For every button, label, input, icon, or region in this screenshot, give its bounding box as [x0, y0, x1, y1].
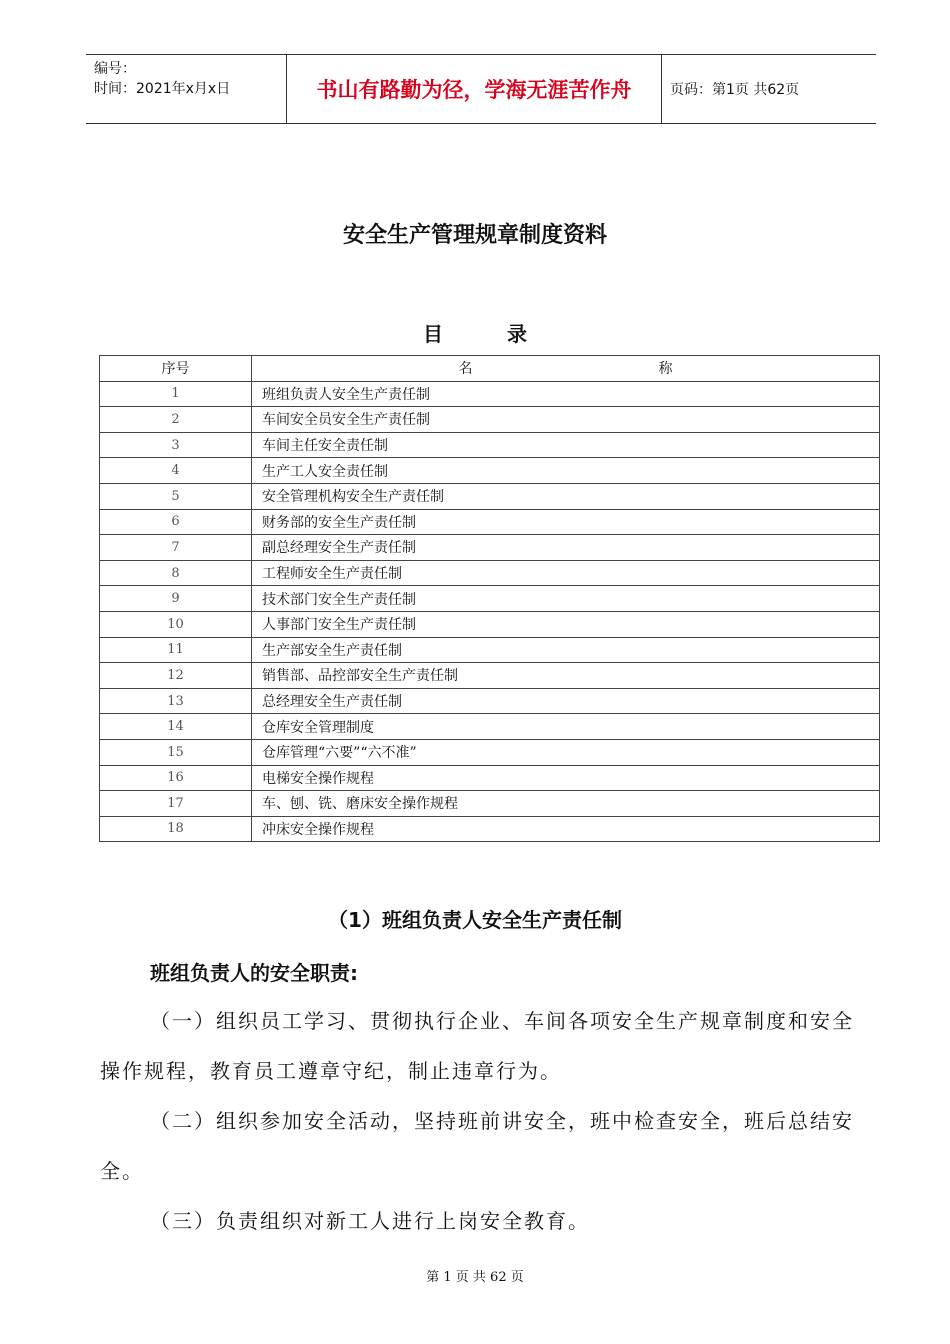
toc-row-name: 人事部门安全生产责任制	[252, 611, 880, 637]
header-page-info: 页码：第1页 共62页	[670, 82, 800, 98]
toc-row-name: 安全管理机构安全生产责任制	[252, 483, 880, 509]
toc-row-name: 仓库管理“六要”“六不准”	[252, 739, 880, 765]
section-title: （1）班组负责人安全生产责任制	[328, 908, 622, 932]
toc-row-name: 销售部、品控部安全生产责任制	[252, 663, 880, 689]
toc-row-name: 财务部的安全生产责任制	[252, 509, 880, 535]
toc-row	[100, 535, 880, 561]
toc-row-number: 8	[100, 560, 252, 586]
toc-row-number: 9	[100, 586, 252, 612]
toc-row-name: 仓库安全管理制度	[252, 714, 880, 740]
toc-row	[100, 611, 880, 637]
toc-row-number: 12	[100, 663, 252, 689]
toc-row-name: 技术部门安全生产责任制	[252, 586, 880, 612]
toc-row-number: 11	[100, 637, 252, 663]
toc-row-number: 16	[100, 765, 252, 791]
toc-row-number: 13	[100, 688, 252, 714]
toc-row-name: 班组负责人安全生产责任制	[252, 381, 880, 407]
header-motto: 书山有路勤为径，学海无涯苦作舟	[286, 55, 662, 123]
toc-row-number: 17	[100, 791, 252, 817]
page-footer: 第 1 页 共 62 页	[426, 1270, 524, 1285]
toc-row	[100, 739, 880, 765]
toc-row	[100, 509, 880, 535]
document-number-label: 编号：	[94, 61, 136, 77]
toc-row-number: 1	[100, 381, 252, 407]
toc-row	[100, 816, 880, 842]
toc-row-number: 14	[100, 714, 252, 740]
toc-row	[100, 688, 880, 714]
paragraph-3: （三）负责组织对新工人进行上岗安全教育。	[150, 1209, 590, 1233]
toc-col-name-part1: 名	[458, 361, 473, 378]
paragraph-2: （二）组织参加安全活动，坚持班前讲安全，班中检查安全，班后总结安全。	[100, 1109, 854, 1183]
toc-body	[100, 381, 880, 842]
toc-row	[100, 407, 880, 433]
toc-row	[100, 381, 880, 407]
toc-row-name: 车间安全员安全生产责任制	[252, 407, 880, 433]
toc-row-number: 3	[100, 432, 252, 458]
toc-row-name: 工程师安全生产责任制	[252, 560, 880, 586]
toc-row	[100, 560, 880, 586]
toc-row	[100, 663, 880, 689]
toc-row-number: 10	[100, 611, 252, 637]
toc-row-name: 电梯安全操作规程	[252, 765, 880, 791]
page-header	[86, 54, 876, 124]
toc-row-number: 18	[100, 816, 252, 842]
toc-title: 目录	[423, 322, 591, 346]
toc-row	[100, 791, 880, 817]
toc-row	[100, 637, 880, 663]
toc-row-number: 7	[100, 535, 252, 561]
document-time-label: 时间：2021年x月x日	[94, 81, 231, 97]
duty-heading: 班组负责人的安全职责:	[150, 961, 358, 985]
toc-row-name: 冲床安全操作规程	[252, 816, 880, 842]
toc-row	[100, 458, 880, 484]
toc-row	[100, 483, 880, 509]
toc-row-number: 15	[100, 739, 252, 765]
toc-row-name: 车间主任安全责任制	[252, 432, 880, 458]
toc-row-number: 2	[100, 407, 252, 433]
toc-row-name: 总经理安全生产责任制	[252, 688, 880, 714]
toc-header-row	[100, 356, 880, 382]
toc-row	[100, 432, 880, 458]
toc-table	[99, 355, 880, 842]
toc-row-name: 副总经理安全生产责任制	[252, 535, 880, 561]
toc-col-name	[252, 356, 880, 382]
toc-col-number: 序号	[100, 356, 252, 382]
toc-row-name: 车、刨、铣、磨床安全操作规程	[252, 791, 880, 817]
toc-row	[100, 714, 880, 740]
toc-row-name: 生产部安全生产责任制	[252, 637, 880, 663]
toc-row-number: 4	[100, 458, 252, 484]
toc-row-number: 5	[100, 483, 252, 509]
toc-row-number: 6	[100, 509, 252, 535]
toc-row	[100, 765, 880, 791]
toc-row-name: 生产工人安全责任制	[252, 458, 880, 484]
toc-col-name-part2: 称	[658, 361, 673, 378]
paragraph-1: （一）组织员工学习、贯彻执行企业、车间各项安全生产规章制度和安全操作规程，教育员工遵章守纪，制止违章行为。	[100, 1009, 854, 1083]
header-meta	[94, 59, 230, 99]
toc-row	[100, 586, 880, 612]
document-title: 安全生产管理规章制度资料	[342, 223, 607, 248]
